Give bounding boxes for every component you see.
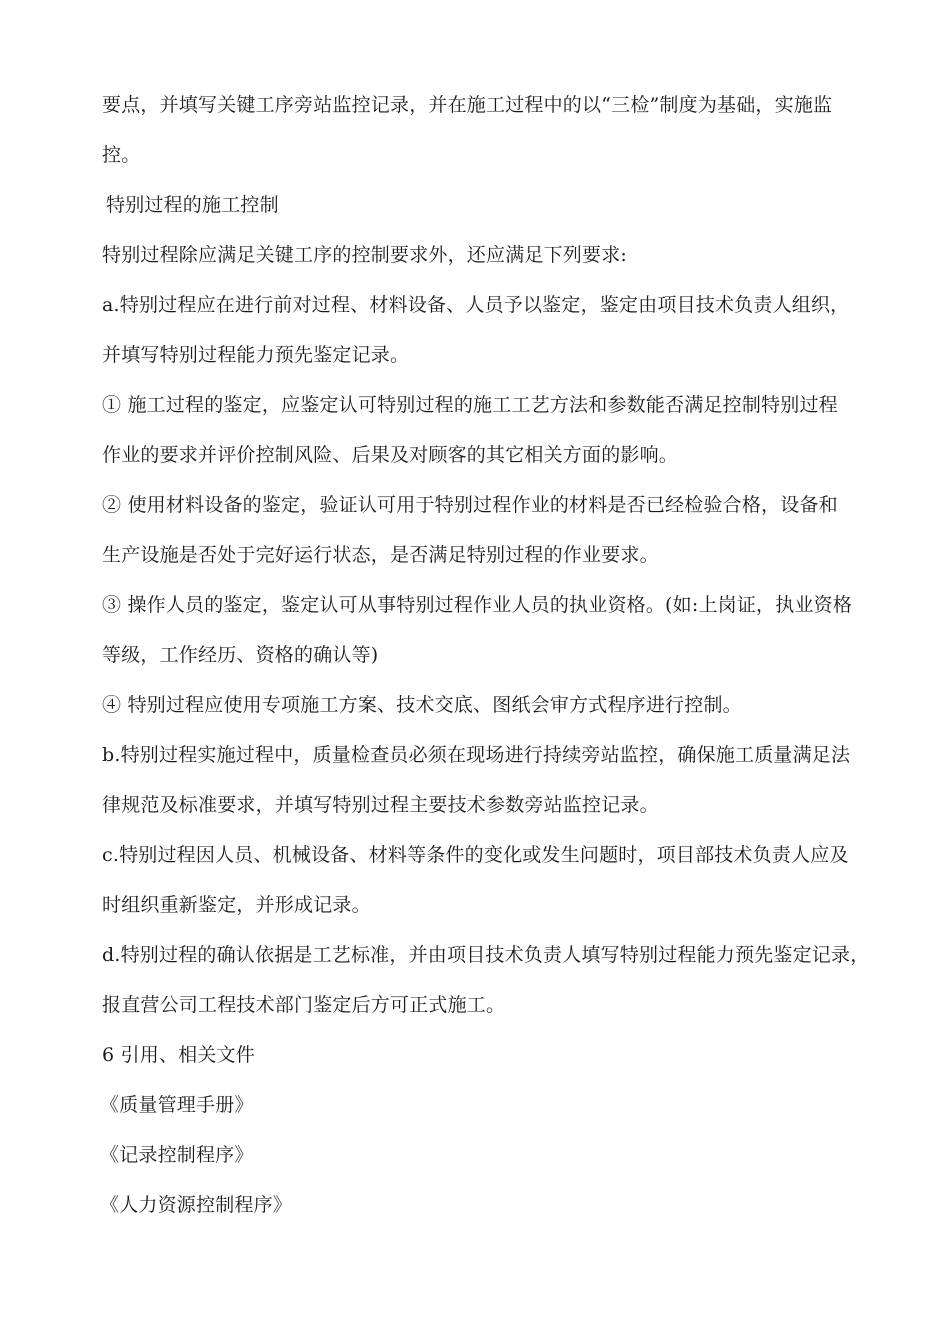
- section-heading: 6 引用、相关文件: [102, 1044, 255, 1066]
- paragraph-line: 生产设施是否处于完好运行状态，是否满足特别过程的作业要求。: [102, 544, 659, 566]
- list-item-4: ④ 特别过程应使用专项施工方案、技术交底、图纸会审方式程序进行控制。: [102, 694, 742, 716]
- paragraph-line: 控。: [102, 144, 141, 166]
- paragraph-line: 作业的要求并评价控制风险、后果及对顾客的其它相关方面的影响。: [102, 444, 679, 466]
- paragraph-line: 等级，工作经历、资格的确认等): [102, 644, 379, 666]
- paragraph-line: 时组织重新鉴定，并形成记录。: [102, 894, 371, 916]
- paragraph-line: 律规范及标准要求，并填写特别过程主要技术参数旁站监控记录。: [102, 794, 659, 816]
- paragraph-line: 特别过程除应满足关键工序的控制要求外，还应满足下列要求:: [102, 244, 628, 266]
- paragraph-line: 报直营公司工程技术部门鉴定后方可正式施工。: [102, 994, 506, 1016]
- reference-item: 《质量管理手册》: [100, 1094, 254, 1116]
- paragraph-line: 并填写特别过程能力预先鉴定记录。: [102, 344, 410, 366]
- paragraph-line: 要点，并填写关键工序旁站监控记录，并在施工过程中的以“三检”制度为基础，实施监: [102, 94, 833, 116]
- list-item-a: a.特别过程应在进行前对过程、材料设备、人员予以鉴定，鉴定由项目技术负责人组织，: [102, 294, 850, 316]
- list-item-c: c.特别过程因人员、机械设备、材料等条件的变化或发生问题时，项目部技术负责人应及: [102, 844, 849, 866]
- reference-item: 《记录控制程序》: [100, 1144, 254, 1166]
- section-heading: 特别过程的施工控制: [106, 194, 279, 216]
- reference-item: 《人力资源控制程序》: [100, 1194, 293, 1216]
- list-item-2: ② 使用材料设备的鉴定，验证认可用于特别过程作业的材料是否已经检验合格，设备和: [102, 494, 838, 516]
- list-item-b: b.特别过程实施过程中，质量检查员必须在现场进行持续旁站监控，确保施工质量满足法: [102, 744, 851, 766]
- list-item-3: ③ 操作人员的鉴定，鉴定认可从事特别过程作业人员的执业资格。(如:上岗证，执业资格: [102, 594, 853, 616]
- list-item-d: d.特别过程的确认依据是工艺标准，并由项目技术负责人填写特别过程能力预先鉴定记录，: [102, 944, 870, 966]
- list-item-1: ① 施工过程的鉴定，应鉴定认可特别过程的施工工艺方法和参数能否满足控制特别过程: [102, 394, 838, 416]
